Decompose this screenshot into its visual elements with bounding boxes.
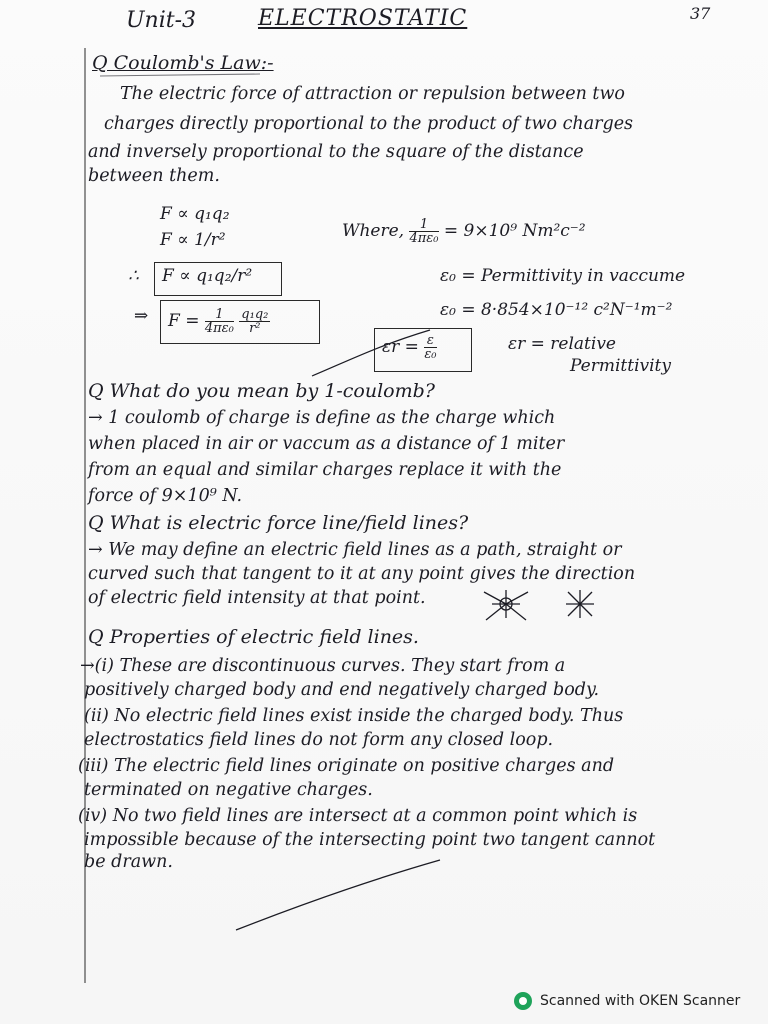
epsr-definition-line-1: εr = relative <box>508 334 616 354</box>
page-title: ELECTROSTATIC <box>258 6 468 31</box>
fraction-numerator: q₁q₂ <box>241 307 269 322</box>
coulomb-def-line-2: when placed in air or vaccum as a distance of 1 miter <box>88 434 565 454</box>
coulomb-def-line-1: → 1 coulomb of charge is define as the charge which <box>88 408 556 428</box>
fraction-denominator: r² <box>249 321 261 336</box>
coulomb-line-1: The electric force of attraction or repulsion between two <box>120 84 625 104</box>
fraction-denominator: 4πε₀ <box>409 231 439 246</box>
property-line-3: (ii) No electric field lines exist inside the charged body. Thus <box>84 706 624 726</box>
page-number: 37 <box>690 4 711 23</box>
property-line-9: be drawn. <box>84 852 173 872</box>
closing-pen-stroke <box>236 860 440 930</box>
epsr-lhs: εr = <box>382 337 419 357</box>
heading-coulombs-law: Q Coulomb's Law:- <box>92 52 274 74</box>
heading-properties: Q Properties of electric field lines. <box>88 626 419 648</box>
property-line-4: electrostatics field lines do not form any closed loop. <box>84 730 554 750</box>
eps0-value: ε₀ = 8·854×10⁻¹² c²N⁻¹m⁻² <box>440 300 673 320</box>
property-line-8: impossible because of the intersecting point two tangent cannot <box>84 830 656 850</box>
constant-value: = 9×10⁹ Nm²c⁻² <box>443 221 586 241</box>
eps0-definition: ε₀ = Permittivity in vaccume <box>440 266 686 286</box>
field-lines-def-line-1: → We may define an electric field lines as a path, straight or <box>88 540 622 560</box>
formula-f-prop-q1q2-r2: F ∝ q₁q₂/r² <box>162 266 253 286</box>
coulomb-line-4: between them. <box>88 166 220 186</box>
where-label: Where, <box>342 221 405 241</box>
property-line-2: positively charged body and end negatively charged body. <box>84 680 600 700</box>
coulomb-line-2: charges directly proportional to the product of two charges <box>104 114 634 134</box>
diagonal-pen-stroke <box>312 330 430 376</box>
heading-one-coulomb: Q What do you mean by 1-coulomb? <box>88 380 435 402</box>
property-line-6: terminated on negative charges. <box>84 780 373 800</box>
underline-section1-heading <box>100 74 260 76</box>
implies-symbol: ⇒ <box>134 306 149 326</box>
fraction-numerator: ε <box>424 334 436 348</box>
fraction-denominator: 4πε₀ <box>204 321 234 336</box>
formula-f-prop-inverse-r2: F ∝ 1/r² <box>160 230 226 250</box>
coulomb-def-line-4: force of 9×10⁹ N. <box>88 486 243 506</box>
field-lines-sketch-negative <box>566 590 594 618</box>
unit-label: Unit-3 <box>126 8 197 33</box>
heading-field-lines: Q What is electric force line/field lines? <box>88 512 469 534</box>
fraction-denominator: ε₀ <box>424 347 437 362</box>
field-lines-def-line-3: of electric field intensity at that point. <box>88 588 426 608</box>
coulomb-def-line-3: from an equal and similar charges replace it with the <box>88 460 562 480</box>
oken-scanner-logo <box>514 992 532 1010</box>
field-lines-def-line-2: curved such that tangent to it at any point gives the direction <box>88 564 636 584</box>
property-line-1: →(i) These are discontinuous curves. They start from a <box>80 656 566 676</box>
coulomb-line-3: and inversely proportional to the square of the distance <box>88 142 584 162</box>
formula-f-prop-q1q2: F ∝ q₁q₂ <box>160 204 230 224</box>
property-line-5: (iii) The electric field lines originate on positive charges and <box>78 756 615 776</box>
scanner-watermark <box>514 990 740 1012</box>
formula-coulomb-lhs: F = <box>168 311 200 331</box>
property-line-7: (iv) No two field lines are intersect at a common point which is <box>78 806 638 826</box>
scanner-text: Scanned with OKEN Scanner <box>540 993 741 1009</box>
epsr-definition-line-2: Permittivity <box>570 356 671 376</box>
fraction-numerator: 1 <box>409 218 438 232</box>
field-lines-sketch-positive <box>484 590 528 620</box>
therefore-symbol: ∴ <box>128 266 139 286</box>
fraction-numerator: 1 <box>205 308 234 322</box>
